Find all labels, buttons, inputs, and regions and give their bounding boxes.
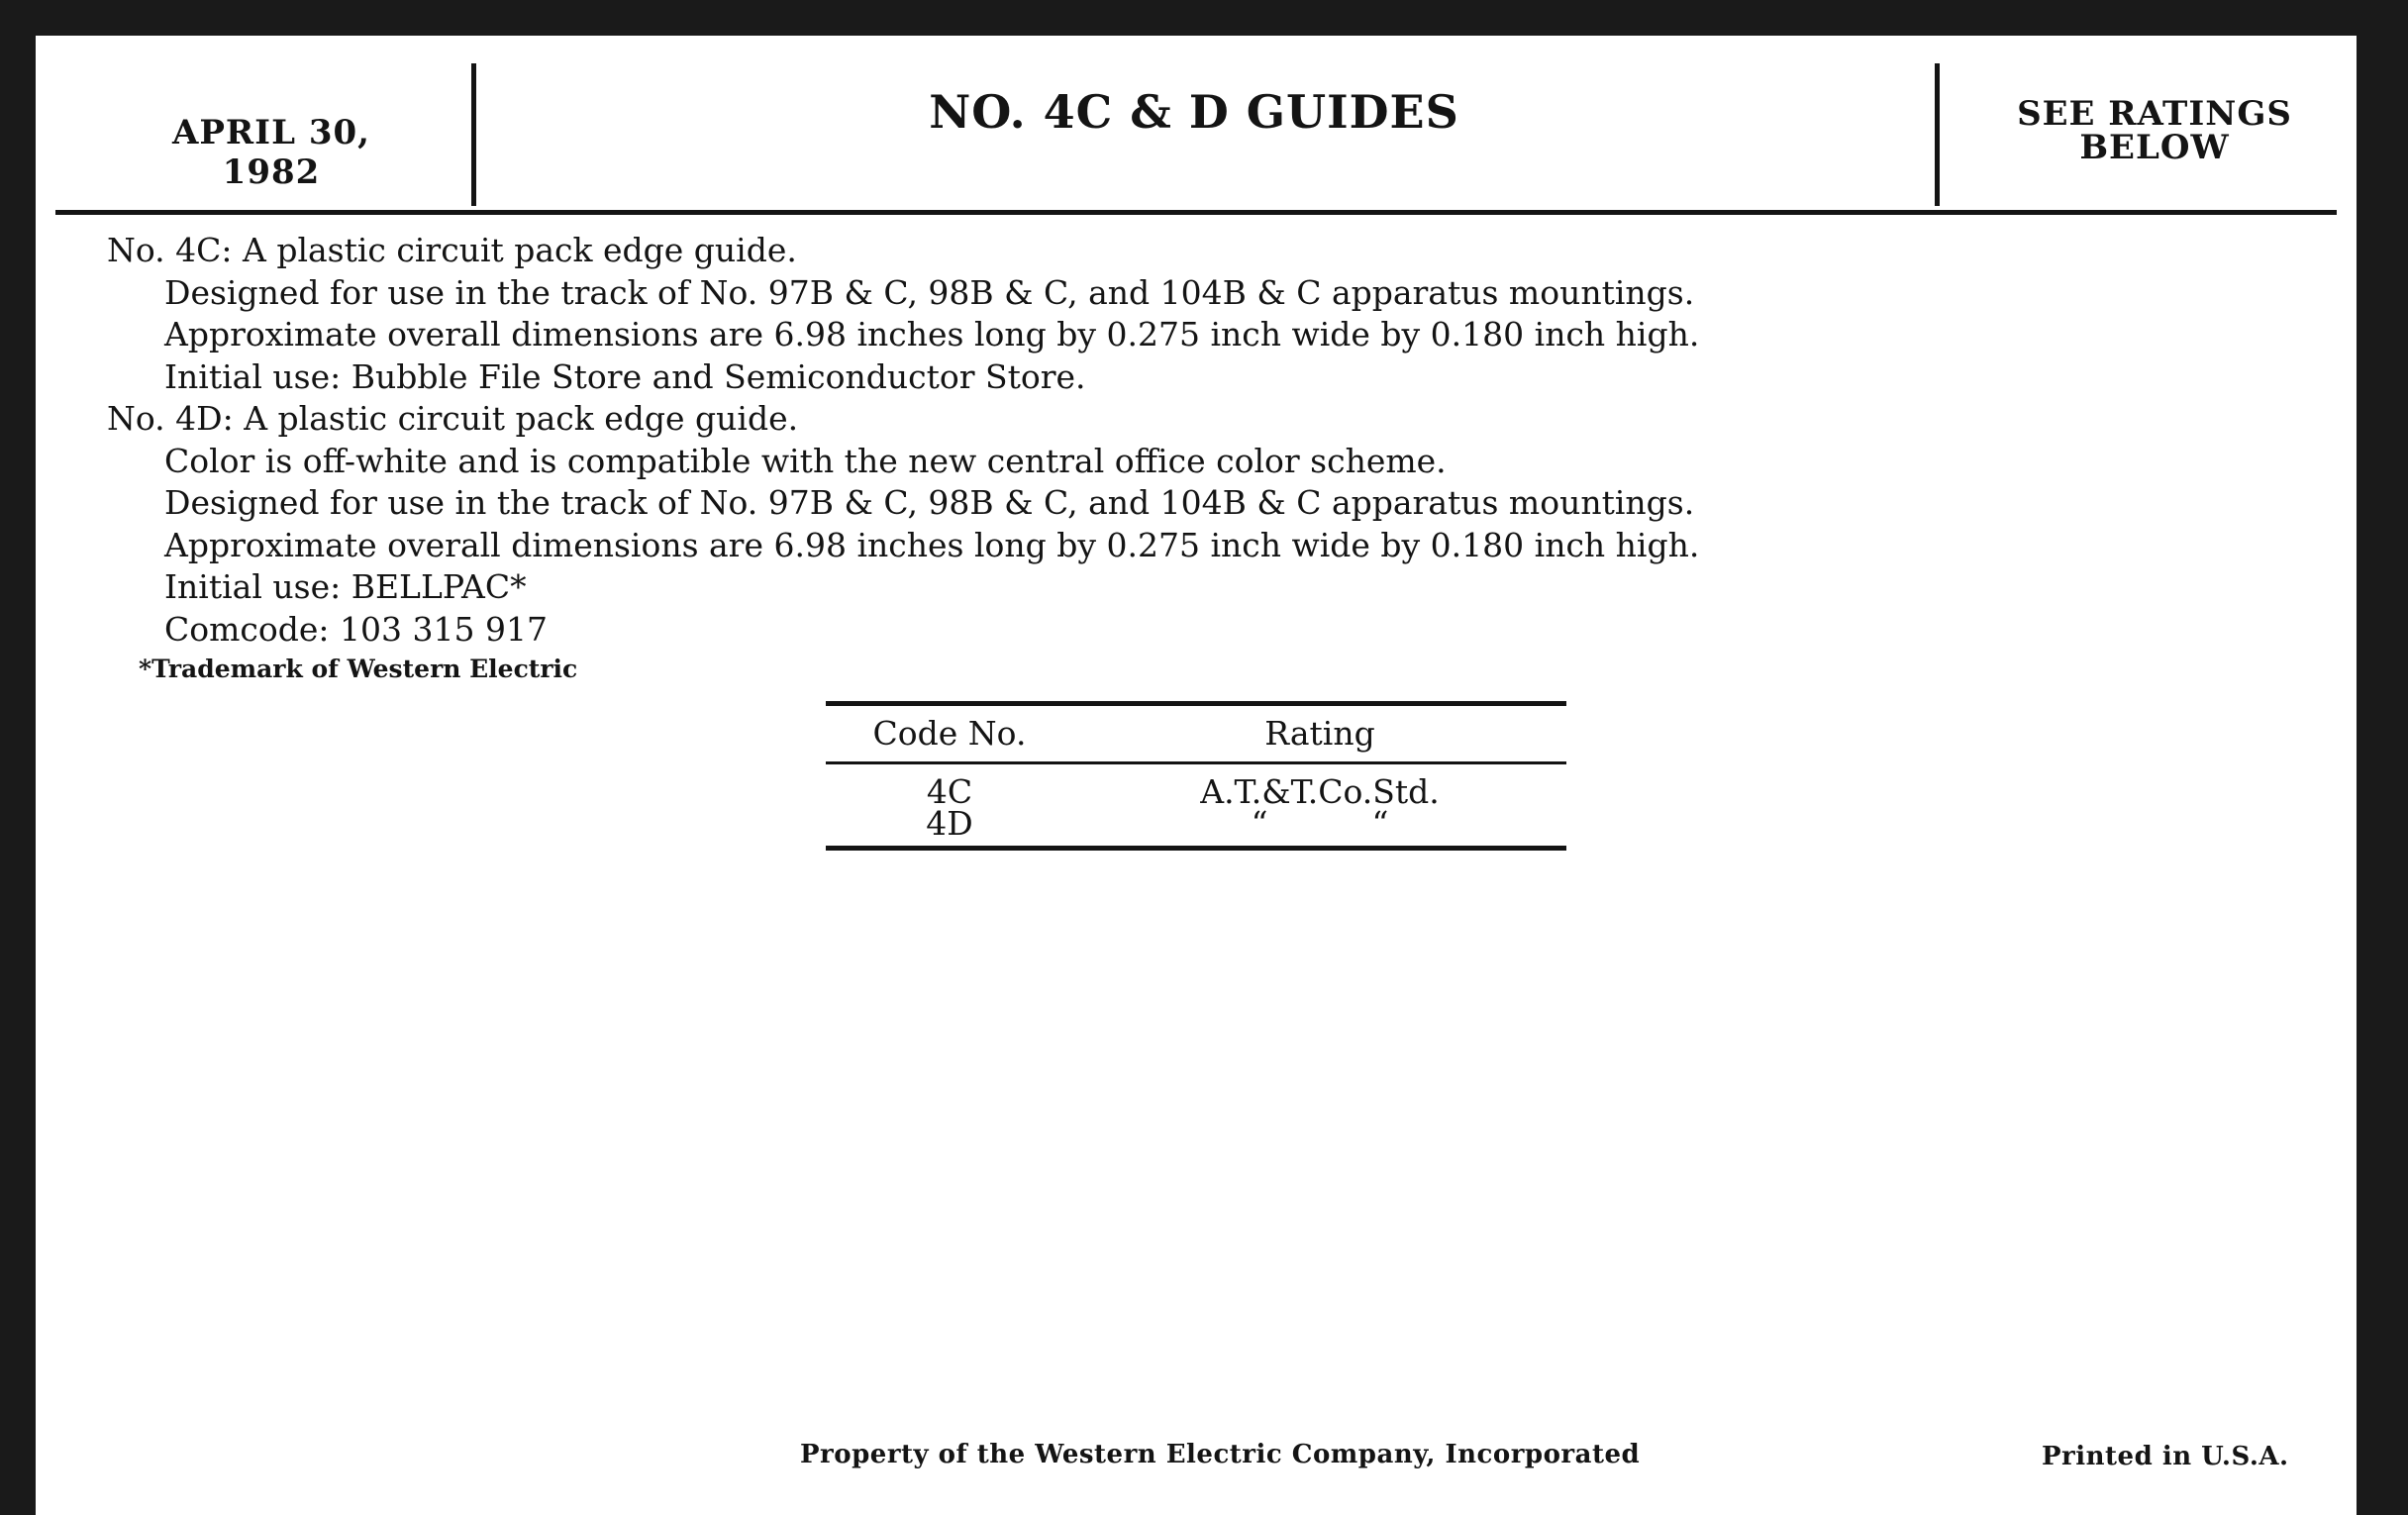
table-cell-code: 4C: [926, 772, 973, 811]
header-rule: [55, 210, 2337, 215]
guide-4d-color: Color is off-white and is compatible with the new central office color scheme.: [164, 441, 1447, 480]
document-page: [36, 36, 2357, 1515]
header-divider-right: [1935, 63, 1940, 206]
ratings-note-line2: BELOW: [2079, 128, 2230, 167]
document-title: NO. 4C & D GUIDES: [929, 85, 1459, 139]
trademark-footnote: *Trademark of Western Electric: [139, 655, 578, 683]
issue-date: APRIL 30, 1982: [171, 113, 370, 192]
guide-4c-usage: Designed for use in the track of No. 97B & C, 98B & C, and 104B & C apparatus mountings.: [164, 272, 1695, 312]
ratings-note-line1: SEE RATINGS: [2017, 94, 2292, 134]
table-cell-rating: A.T.&T.Co.Std.: [1200, 772, 1440, 811]
table-bottom-rule: [826, 846, 1566, 851]
ratings-table: [826, 701, 1566, 851]
guide-4c-dimensions: Approximate overall dimensions are 6.98 inches long by 0.275 inch wide by 0.180 inch high.: [164, 315, 1700, 354]
printed-notice: Printed in U.S.A.: [2042, 1442, 2289, 1471]
guide-4d-heading: No. 4D: A plastic circuit pack edge guide.: [107, 399, 799, 438]
table-cell-code: 4D: [926, 804, 973, 843]
guide-4d-comcode: Comcode: 103 315 917: [164, 609, 548, 649]
guide-4d-usage: Designed for use in the track of No. 97B & C, 98B & C, and 104B & C apparatus mountings.: [164, 483, 1695, 522]
table-header-row: [826, 706, 1566, 761]
ratings-note: [1976, 94, 2333, 167]
description-body: [107, 230, 1699, 688]
table-row: [826, 804, 1566, 843]
column-header-rating: Rating: [1264, 714, 1375, 753]
header-divider-left: [471, 63, 476, 206]
table-body: [826, 764, 1566, 846]
property-notice: Property of the Western Electric Company, Incorporated: [800, 1440, 1641, 1469]
guide-4c-initial-use: Initial use: Bubble File Store and Semiconductor Store.: [164, 356, 1086, 396]
table-cell-rating: “ “: [1251, 804, 1389, 843]
guide-4c-heading: No. 4C: A plastic circuit pack edge guide.: [107, 231, 797, 269]
guide-4d-dimensions: Approximate overall dimensions are 6.98 inches long by 0.275 inch wide by 0.180 inch high.: [164, 525, 1700, 564]
column-header-code: Code No.: [872, 714, 1027, 753]
guide-4d-initial-use: Initial use: BELLPAC*: [164, 567, 527, 606]
